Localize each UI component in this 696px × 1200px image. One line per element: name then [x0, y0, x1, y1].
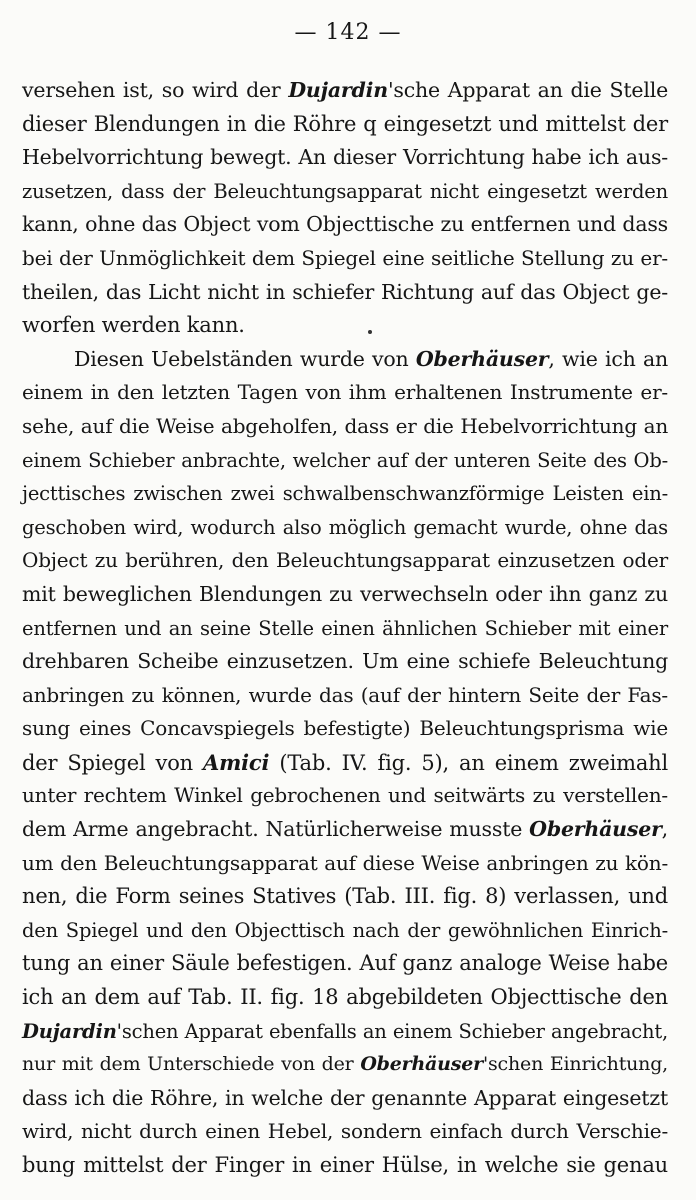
text-line — [22, 343, 668, 377]
text-line — [22, 511, 668, 545]
line-text: nen, die Form seines Statives (Tab. III. fig. 8) verlassen, und — [22, 884, 668, 909]
italic-name: Amici — [203, 749, 270, 775]
text-line — [22, 276, 668, 310]
text-line — [22, 309, 668, 343]
text-body — [22, 74, 668, 1183]
line-text: jecttisches zwischen zwei schwalbenschwanzförmige Leisten ein- — [22, 482, 668, 506]
italic-name: Dujardin — [288, 78, 388, 102]
text-line — [22, 612, 668, 646]
text-line — [22, 578, 668, 612]
text-line — [22, 376, 668, 410]
line-text: dem Arme angebracht. Natürlicherweise musste — [22, 817, 530, 842]
text-line — [22, 477, 668, 511]
line-text-after: 'schen Apparat ebenfalls an einem Schieber angebracht, — [116, 1019, 668, 1043]
text-line — [22, 242, 668, 276]
line-text: anbringen zu können, wurde das (auf der hintern Seite der Fas- — [22, 682, 668, 707]
text-line — [22, 847, 668, 881]
line-text: geschoben wird, wodurch also möglich gemacht wurde, ohne das — [22, 515, 668, 539]
line-text-after: 'sche Apparat an die Stelle — [387, 78, 668, 102]
text-line — [22, 208, 668, 242]
italic-name: Oberhäuser — [415, 346, 549, 371]
line-text: versehen ist, so wird der — [22, 78, 289, 102]
text-line — [22, 410, 668, 444]
line-text: Object zu berühren, den Beleuchtungsapparat einzusetzen oder — [22, 548, 668, 573]
text-line — [22, 813, 668, 847]
text-line — [22, 1149, 668, 1183]
italic-name: Oberhäuser — [529, 817, 662, 842]
line-text-after: 'schen Einrichtung, — [482, 1053, 669, 1076]
text-line — [22, 1115, 668, 1149]
line-text: bung mittelst der Finger in einer Hülse, in welche sie genau — [22, 1153, 668, 1177]
line-text: mit beweglichen Blendungen zu verwechseln oder ihn ganz zu — [22, 581, 668, 606]
line-text: einem in den letzten Tagen von ihm erhaltenen Instrumente er- — [22, 380, 668, 405]
text-line — [22, 175, 668, 209]
line-text: dass ich die Röhre, in welche der genannte Apparat eingesetzt — [22, 1085, 668, 1110]
text-line — [22, 141, 668, 175]
italic-name: Dujardin — [22, 1019, 117, 1043]
line-text: der Spiegel von — [22, 750, 204, 775]
line-text: worfen werden kann. — [22, 313, 245, 338]
italic-name: Oberhäuser — [360, 1053, 483, 1076]
paragraph — [22, 74, 668, 343]
text-line — [22, 74, 668, 108]
text-line — [22, 108, 668, 142]
line-text: unter rechtem Winkel gebrochenen und seitwärts zu verstellen- — [22, 783, 668, 808]
paragraph — [22, 343, 668, 1183]
line-text: drehbaren Scheibe einzusetzen. Um eine schiefe Beleuchtung — [22, 649, 668, 674]
ink-speck — [368, 330, 372, 334]
line-text: bei der Unmöglichkeit dem Spiegel eine seitliche Stellung zu er- — [22, 245, 668, 270]
line-text: Hebelvorrichtung bewegt. An dieser Vorrichtung habe ich aus- — [22, 145, 668, 170]
text-line — [22, 1048, 668, 1082]
text-line — [22, 645, 668, 679]
line-text-after: , wie ich an — [548, 346, 668, 371]
line-text-after: , — [661, 817, 668, 842]
line-text: um den Beleuchtungsapparat auf diese Weise anbringen zu kön- — [22, 850, 668, 875]
text-line — [22, 679, 668, 713]
line-text: tung an einer Säule befestigen. Auf ganz analoge Weise habe — [22, 951, 668, 976]
text-line — [22, 947, 668, 981]
line-text: dieser Blendungen in die Röhre q eingesetzt und mittelst der — [22, 111, 668, 136]
line-text: ich an dem auf Tab. II. fig. 18 abgebildeten Objecttische den — [22, 985, 668, 1010]
line-text: entfernen und an seine Stelle einen ähnlichen Schieber mit einer — [22, 616, 668, 640]
text-line — [22, 1015, 668, 1049]
text-line — [22, 880, 668, 914]
text-line — [22, 544, 668, 578]
text-line — [22, 981, 668, 1015]
line-text: sung eines Concavspiegels befestigte) Beleuchtungsprisma wie — [22, 716, 668, 741]
line-text: einem Schieber anbrachte, welcher auf der unteren Seite des Ob- — [22, 448, 668, 472]
line-text: nur mit dem Unterschiede von der — [22, 1053, 361, 1076]
text-line — [22, 444, 668, 478]
line-text: den Spiegel und den Objecttisch nach der gewöhnlichen Einrich- — [22, 918, 668, 942]
text-line — [22, 914, 668, 948]
text-line — [22, 1082, 668, 1116]
line-text: theilen, das Licht nicht in schiefer Richtung auf das Object ge- — [22, 279, 668, 304]
page-number: — 142 — — [294, 20, 402, 45]
line-text: Diesen Uebelständen wurde von — [74, 346, 416, 371]
line-text: wird, nicht durch einen Hebel, sondern einfach durch Verschie- — [22, 1119, 668, 1144]
text-line — [22, 746, 668, 780]
text-line — [22, 712, 668, 746]
line-text: sehe, auf die Weise abgeholfen, dass er die Hebelvorrichtung an — [22, 413, 668, 438]
text-line — [22, 779, 668, 813]
line-text: kann, ohne das Object vom Objecttische zu entfernen und dass — [22, 212, 668, 237]
line-text-after: (Tab. IV. fig. 5), an einem zweimahl — [269, 750, 669, 775]
line-text: zusetzen, dass der Beleuchtungsapparat nicht eingesetzt werden — [22, 179, 668, 203]
